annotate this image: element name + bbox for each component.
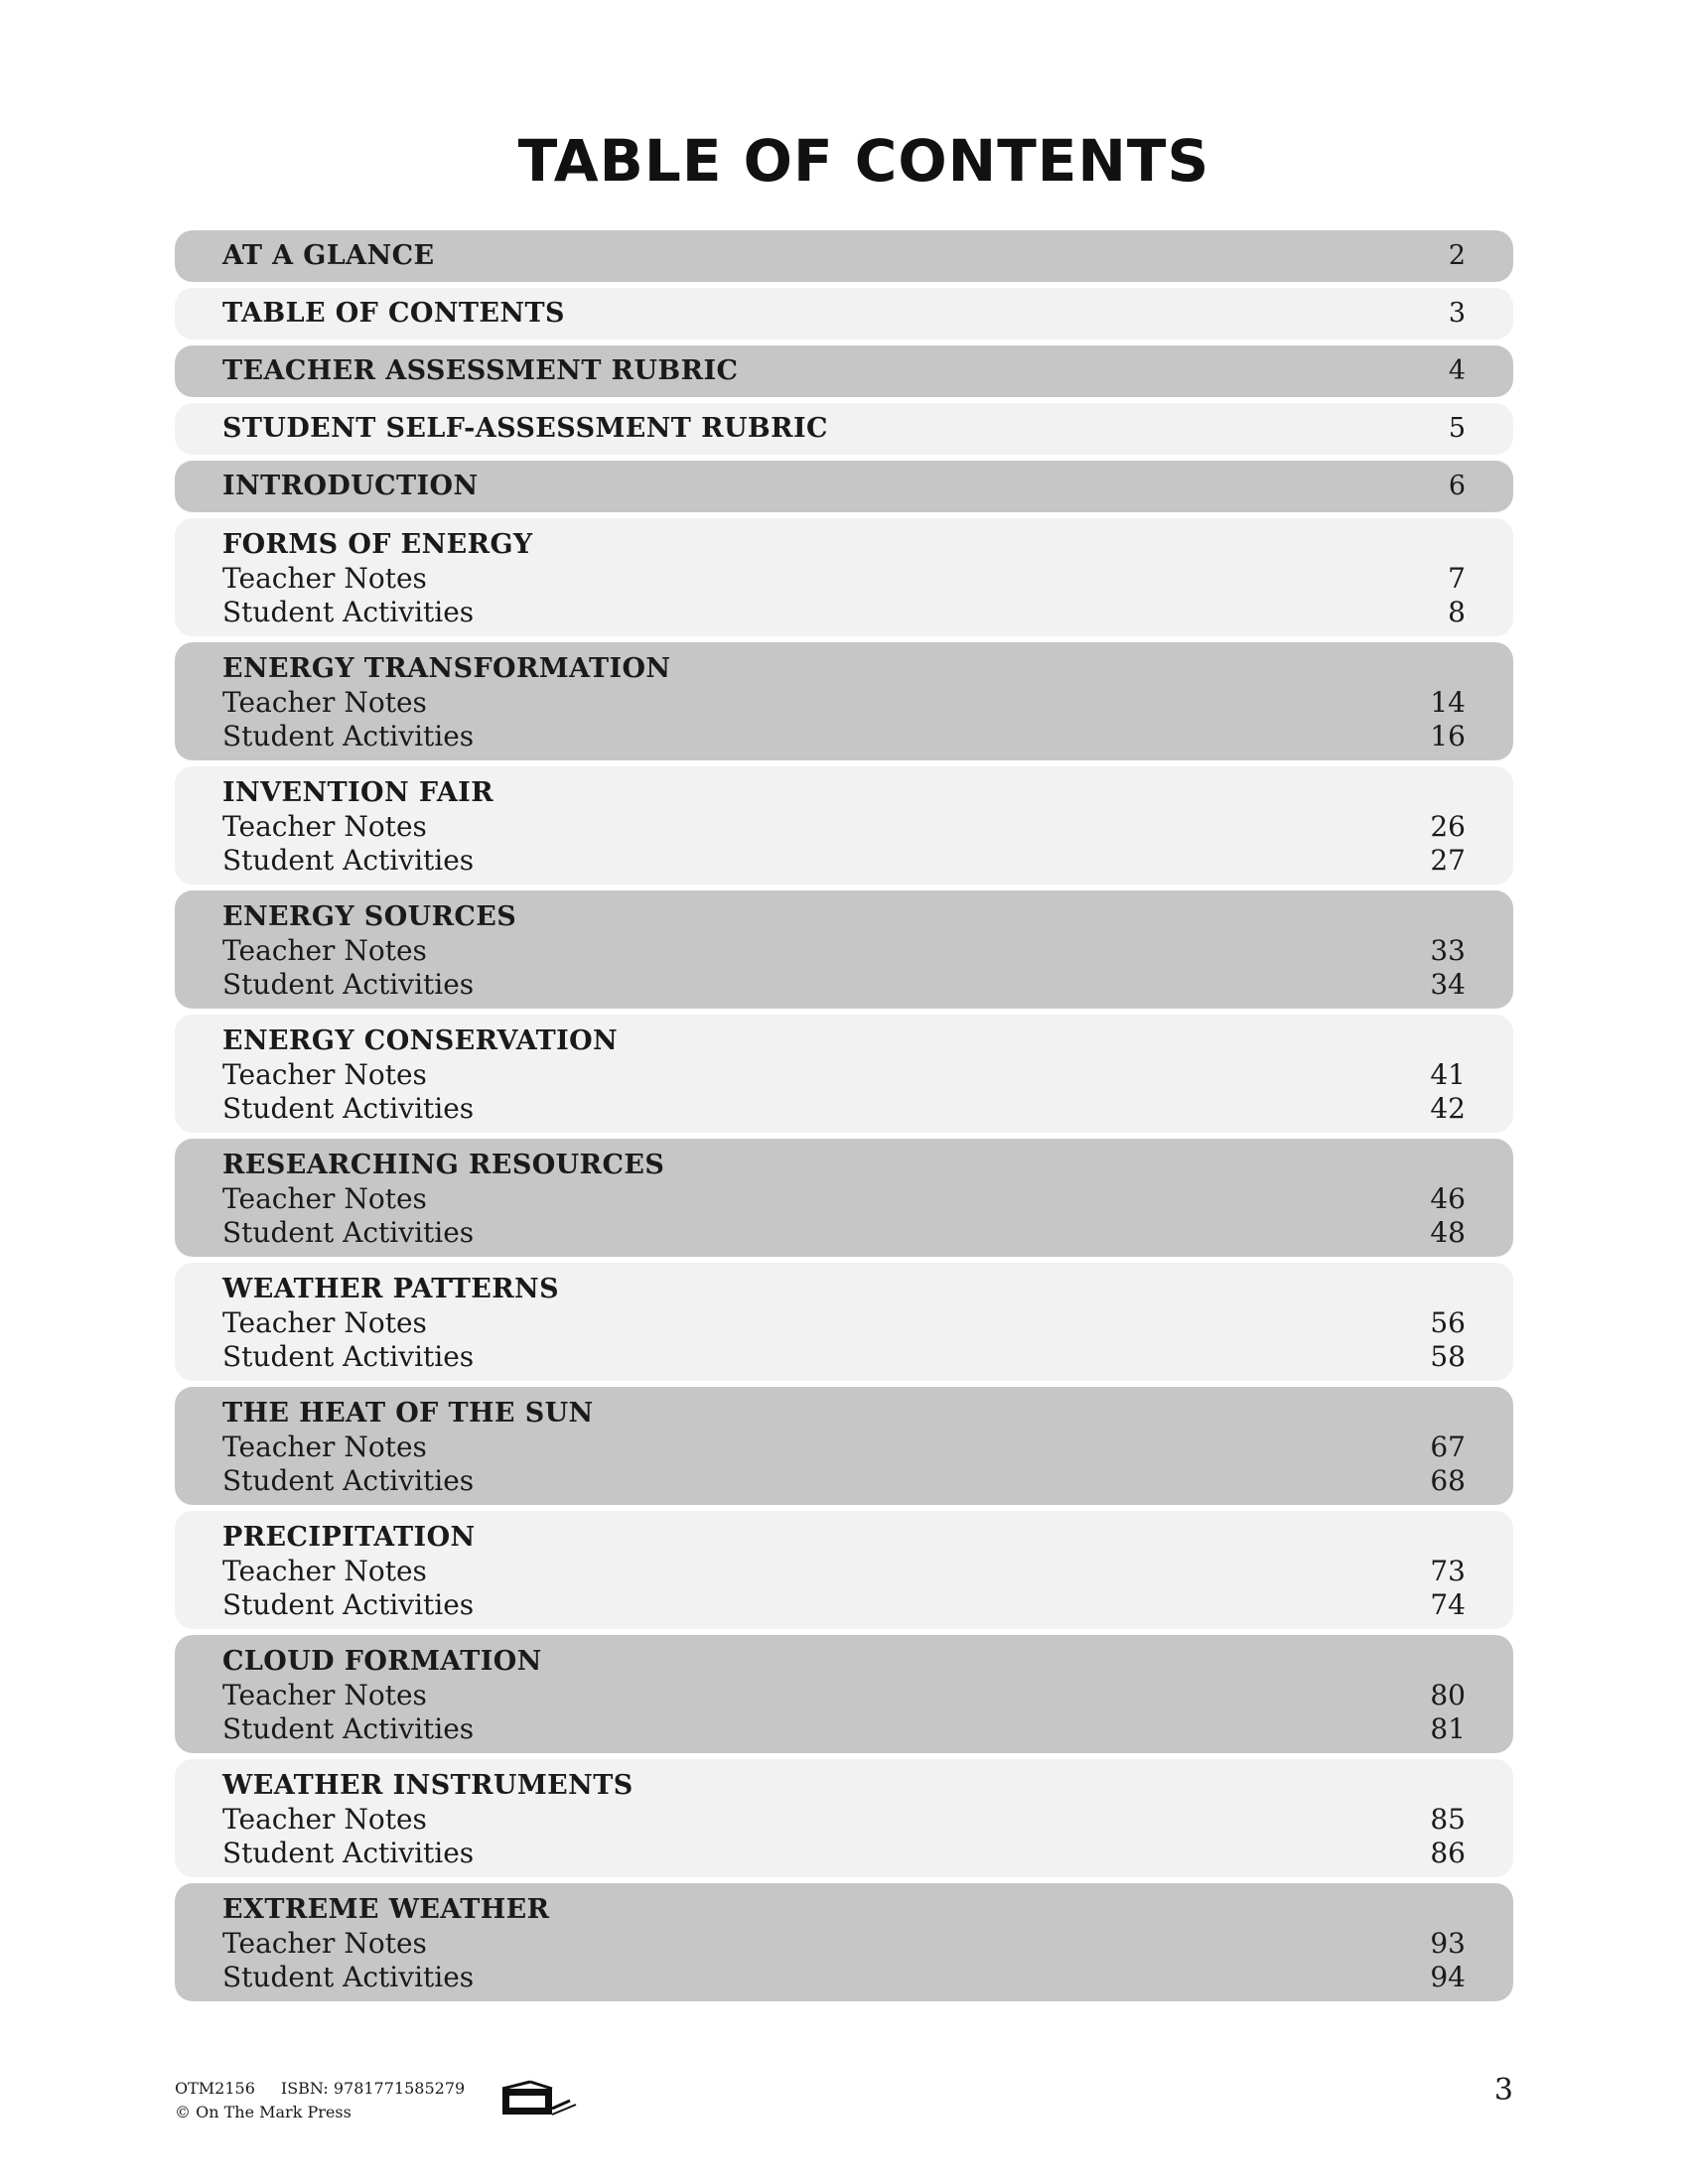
toc-entry-heading: AT A GLANCE: [222, 240, 435, 271]
teacher-notes-line[interactable]: [222, 934, 1466, 968]
student-activities-line[interactable]: [222, 1216, 1466, 1250]
toc-section-heading: ENERGY TRANSFORMATION: [222, 653, 671, 684]
student-activities-page: 48: [1430, 1216, 1466, 1249]
student-activities-page: 27: [1430, 844, 1466, 877]
teacher-notes-label: Teacher Notes: [222, 1679, 427, 1711]
toc-section-weather-patterns[interactable]: [175, 1263, 1513, 1381]
toc-entry-at-a-glance[interactable]: [175, 230, 1513, 282]
toc-section-energy-sources[interactable]: [175, 890, 1513, 1009]
toc-entry-page: 2: [1448, 240, 1466, 271]
student-activities-label: Student Activities: [222, 720, 475, 752]
student-activities-line[interactable]: [222, 596, 1466, 629]
student-activities-label: Student Activities: [222, 1092, 475, 1125]
teacher-notes-page: 46: [1430, 1182, 1466, 1215]
toc-section-heading: ENERGY CONSERVATION: [222, 1025, 619, 1056]
teacher-notes-label: Teacher Notes: [222, 810, 427, 843]
toc-section-weather-instruments[interactable]: [175, 1759, 1513, 1877]
toc-section-the-heat-of-the-sun[interactable]: [175, 1387, 1513, 1505]
student-activities-line[interactable]: [222, 1712, 1466, 1746]
student-activities-line[interactable]: [222, 1837, 1466, 1870]
teacher-notes-line[interactable]: [222, 1182, 1466, 1216]
student-activities-page: 94: [1430, 1961, 1466, 1993]
toc-section-cloud-formation[interactable]: [175, 1635, 1513, 1753]
toc-section-heading: WEATHER INSTRUMENTS: [222, 1770, 633, 1801]
student-activities-label: Student Activities: [222, 1588, 475, 1621]
footer-copyright: © On The Mark Press: [175, 2103, 352, 2121]
teacher-notes-label: Teacher Notes: [222, 1927, 427, 1960]
student-activities-page: 68: [1430, 1464, 1466, 1497]
student-activities-label: Student Activities: [222, 1961, 475, 1993]
student-activities-label: Student Activities: [222, 1340, 475, 1373]
footer-publication-info: [175, 2077, 465, 2124]
student-activities-line[interactable]: [222, 1961, 1466, 1994]
teacher-notes-label: Teacher Notes: [222, 1058, 427, 1091]
student-activities-page: 34: [1430, 968, 1466, 1001]
toc-entry-heading: TABLE OF CONTENTS: [222, 298, 565, 329]
teacher-notes-page: 7: [1448, 562, 1466, 595]
teacher-notes-page: 41: [1430, 1058, 1466, 1091]
footer-isbn: ISBN: 9781771585279: [280, 2079, 466, 2098]
student-activities-label: Student Activities: [222, 596, 475, 628]
teacher-notes-label: Teacher Notes: [222, 1555, 427, 1587]
toc-section-energy-conservation[interactable]: [175, 1015, 1513, 1133]
toc-entry-heading: INTRODUCTION: [222, 471, 479, 501]
publisher-logo-icon: [500, 2079, 580, 2118]
student-activities-label: Student Activities: [222, 968, 475, 1001]
teacher-notes-label: Teacher Notes: [222, 562, 427, 595]
toc-section-invention-fair[interactable]: [175, 766, 1513, 885]
student-activities-page: 42: [1430, 1092, 1466, 1125]
student-activities-line[interactable]: [222, 1588, 1466, 1622]
teacher-notes-line[interactable]: [222, 1058, 1466, 1092]
student-activities-line[interactable]: [222, 1464, 1466, 1498]
teacher-notes-label: Teacher Notes: [222, 686, 427, 719]
teacher-notes-line[interactable]: [222, 1306, 1466, 1340]
student-activities-label: Student Activities: [222, 844, 475, 877]
toc-section-heading: FORMS OF ENERGY: [222, 529, 533, 560]
teacher-notes-label: Teacher Notes: [222, 1803, 427, 1836]
student-activities-page: 81: [1430, 1712, 1466, 1745]
teacher-notes-page: 14: [1430, 686, 1466, 719]
teacher-notes-page: 67: [1430, 1431, 1466, 1463]
teacher-notes-label: Teacher Notes: [222, 1306, 427, 1339]
toc-section-extreme-weather[interactable]: [175, 1883, 1513, 2001]
teacher-notes-line[interactable]: [222, 1431, 1466, 1464]
toc-section-energy-transformation[interactable]: [175, 642, 1513, 760]
teacher-notes-line[interactable]: [222, 686, 1466, 720]
student-activities-line[interactable]: [222, 844, 1466, 878]
toc-entry-heading: STUDENT SELF-ASSESSMENT RUBRIC: [222, 413, 828, 444]
table-of-contents: [175, 230, 1513, 2007]
teacher-notes-page: 80: [1430, 1679, 1466, 1711]
toc-section-precipitation[interactable]: [175, 1511, 1513, 1629]
toc-section-forms-of-energy[interactable]: [175, 518, 1513, 636]
teacher-notes-page: 85: [1430, 1803, 1466, 1836]
toc-section-heading: ENERGY SOURCES: [222, 901, 517, 932]
toc-entry-heading: TEACHER ASSESSMENT RUBRIC: [222, 355, 739, 386]
student-activities-page: 86: [1430, 1837, 1466, 1869]
toc-section-researching-resources[interactable]: [175, 1139, 1513, 1257]
teacher-notes-line[interactable]: [222, 1803, 1466, 1837]
teacher-notes-label: Teacher Notes: [222, 1431, 427, 1463]
toc-entry-page: 5: [1448, 413, 1466, 444]
student-activities-label: Student Activities: [222, 1837, 475, 1869]
toc-section-heading: THE HEAT OF THE SUN: [222, 1398, 594, 1429]
student-activities-line[interactable]: [222, 720, 1466, 753]
student-activities-line[interactable]: [222, 1340, 1466, 1374]
toc-entry-teacher-assessment-rubric[interactable]: [175, 345, 1513, 397]
toc-section-heading: RESEARCHING RESOURCES: [222, 1150, 665, 1180]
toc-entry-table-of-contents[interactable]: [175, 288, 1513, 340]
student-activities-page: 8: [1448, 596, 1466, 628]
teacher-notes-label: Teacher Notes: [222, 1182, 427, 1215]
toc-entry-page: 3: [1448, 298, 1466, 329]
toc-entry-page: 6: [1448, 471, 1466, 501]
toc-entry-student-self-assessment-rubric[interactable]: [175, 403, 1513, 455]
teacher-notes-line[interactable]: [222, 810, 1466, 844]
teacher-notes-page: 26: [1430, 810, 1466, 843]
student-activities-page: 16: [1430, 720, 1466, 752]
teacher-notes-line[interactable]: [222, 562, 1466, 596]
student-activities-label: Student Activities: [222, 1464, 475, 1497]
teacher-notes-line[interactable]: [222, 1927, 1466, 1961]
teacher-notes-line[interactable]: [222, 1679, 1466, 1712]
toc-section-heading: WEATHER PATTERNS: [222, 1274, 560, 1304]
toc-entry-introduction[interactable]: [175, 461, 1513, 512]
teacher-notes-label: Teacher Notes: [222, 934, 427, 967]
student-activities-page: 58: [1430, 1340, 1466, 1373]
student-activities-label: Student Activities: [222, 1712, 475, 1745]
teacher-notes-page: 93: [1430, 1927, 1466, 1960]
teacher-notes-page: 33: [1430, 934, 1466, 967]
toc-section-heading: INVENTION FAIR: [222, 777, 494, 808]
teacher-notes-page: 73: [1430, 1555, 1466, 1587]
student-activities-label: Student Activities: [222, 1216, 475, 1249]
teacher-notes-line[interactable]: [222, 1555, 1466, 1588]
footer-code: OTM2156: [175, 2079, 255, 2098]
student-activities-line[interactable]: [222, 968, 1466, 1002]
toc-section-heading: PRECIPITATION: [222, 1522, 476, 1553]
page-title: TABLE OF CONTENTS: [517, 127, 1210, 195]
student-activities-line[interactable]: [222, 1092, 1466, 1126]
toc-entry-page: 4: [1448, 355, 1466, 386]
footer-page-number: 3: [1493, 2073, 1513, 2108]
teacher-notes-page: 56: [1430, 1306, 1466, 1339]
student-activities-page: 74: [1430, 1588, 1466, 1621]
toc-section-heading: EXTREME WEATHER: [222, 1894, 550, 1925]
toc-section-heading: CLOUD FORMATION: [222, 1646, 542, 1677]
